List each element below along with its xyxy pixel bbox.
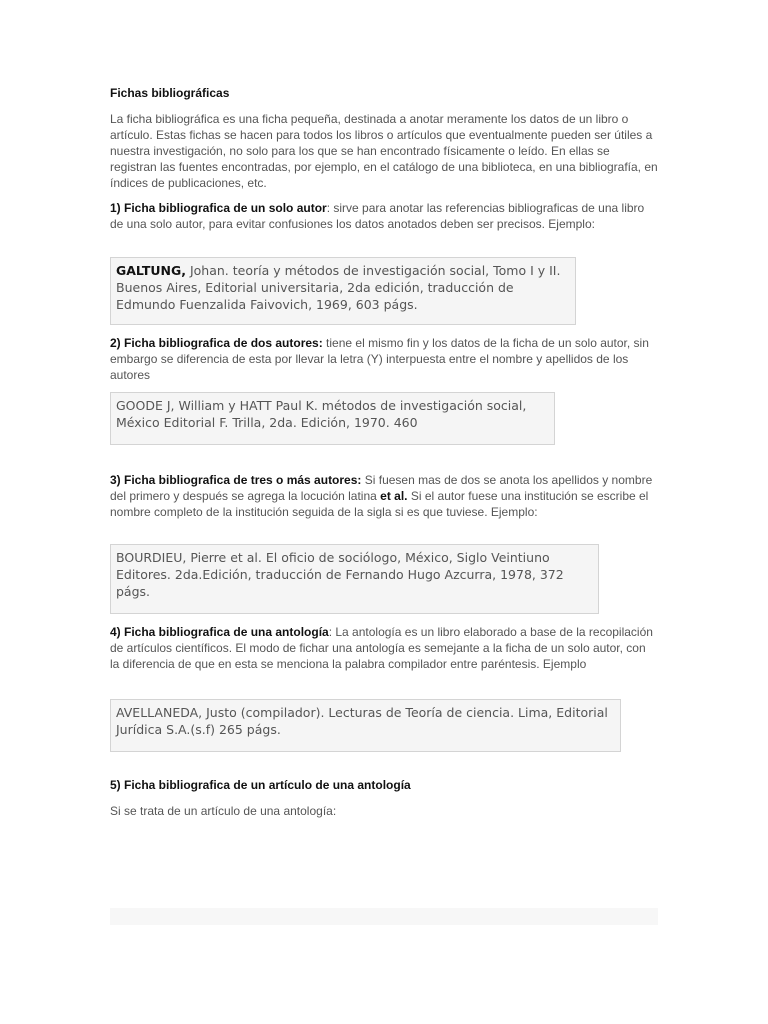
- example-box-3: [110, 544, 599, 614]
- example-box-2: [110, 392, 555, 445]
- section-3-text-a: Si fuesen mas de dos se anota los apellidos y nombre del primero y después se agrega la locución latina: [110, 473, 653, 503]
- example-4-text: AVELLANEDA, Justo (compilador). Lecturas de Teoría de ciencia. Lima, Editorial Jurídica S.A.(s.f) 265 págs.: [116, 705, 608, 737]
- section-2-text: tiene el mismo fin y los datos de la ficha de un solo autor, sin embargo se diferencia de esta por llevar la letra (Y) interpuesta entre el nombre y apellidos de los autores: [110, 336, 649, 382]
- section-4-text: : La antología es un libro elaborado a base de la recopilación de artículos científicos. El modo de fichar una antología es semejante a la ficha de un solo autor, con la diferencia de que en esta se menciona la palabra compilador entre paréntesis. Ejemplo: [110, 625, 653, 671]
- section-1-paragraph: [110, 200, 658, 232]
- intro-paragraph: La ficha bibliográfica es una ficha pequeña, destinada a anotar meramente los datos de un libro o artículo. Estas fichas se hacen para todos los libros o artículos que eventualmente pueden ser útiles a nuestra investigación, no solo para los que se han encontrado físicamente o leído. En ellas se registran las fuentes encontradas, por ejemplo, en el catálogo de una biblioteca, en una bibliografía, en índices de publicaciones, etc.: [110, 112, 658, 190]
- section-3-heading: 3) Ficha bibliografica de tres o más autores:: [110, 473, 362, 487]
- bottom-divider: [110, 908, 658, 925]
- section-2-heading: 2) Ficha bibliografica de dos autores:: [110, 336, 323, 350]
- example-box-4: [110, 699, 621, 752]
- example-box-1: [110, 257, 576, 325]
- section-1-text: : sirve para anotar las referencias bibliograficas de una libro de una solo autor, para evitar confusiones los datos anotados deben ser precisos. Ejemplo:: [110, 201, 645, 231]
- section-3-etal: et al.: [380, 489, 408, 503]
- section-4-heading: 4) Ficha bibliografica de una antología: [110, 625, 329, 639]
- section-3-text-b: Si el autor fuese una institución se escribe el nombre completo de la institución seguida de la sigla si es que tuviese. Ejemplo:: [110, 489, 649, 519]
- section-1-heading: 1) Ficha bibliografica de un solo autor: [110, 201, 327, 215]
- example-3-text: BOURDIEU, Pierre et al. El oficio de sociólogo, México, Siglo Veintiuno Editores. 2da.Edición, traducción de Fernando Hugo Azcurra, 1978, 372 págs.: [116, 550, 564, 599]
- section-2-paragraph: [110, 335, 658, 383]
- example-2-text: GOODE J, William y HATT Paul K. métodos de investigación social, México Editorial F. Trilla, 2da. Edición, 1970. 460: [116, 398, 527, 430]
- example-1-author: GALTUNG,: [116, 263, 186, 278]
- section-5-text: Si se trata de un artículo de una antología:: [110, 804, 337, 818]
- section-4-paragraph: [110, 624, 658, 672]
- section-3-paragraph: [110, 472, 658, 520]
- section-5-heading: 5) Ficha bibliografica de un artículo de una antología: [110, 778, 411, 792]
- example-1-text: Johan. teoría y métodos de investigación social, Tomo I y II. Buenos Aires, Editorial universitaria, 2da edición, traducción de Edmundo Fuenzalida Faivovich, 1969, 603 págs.: [116, 263, 561, 312]
- page-title: Fichas bibliográficas: [110, 86, 230, 100]
